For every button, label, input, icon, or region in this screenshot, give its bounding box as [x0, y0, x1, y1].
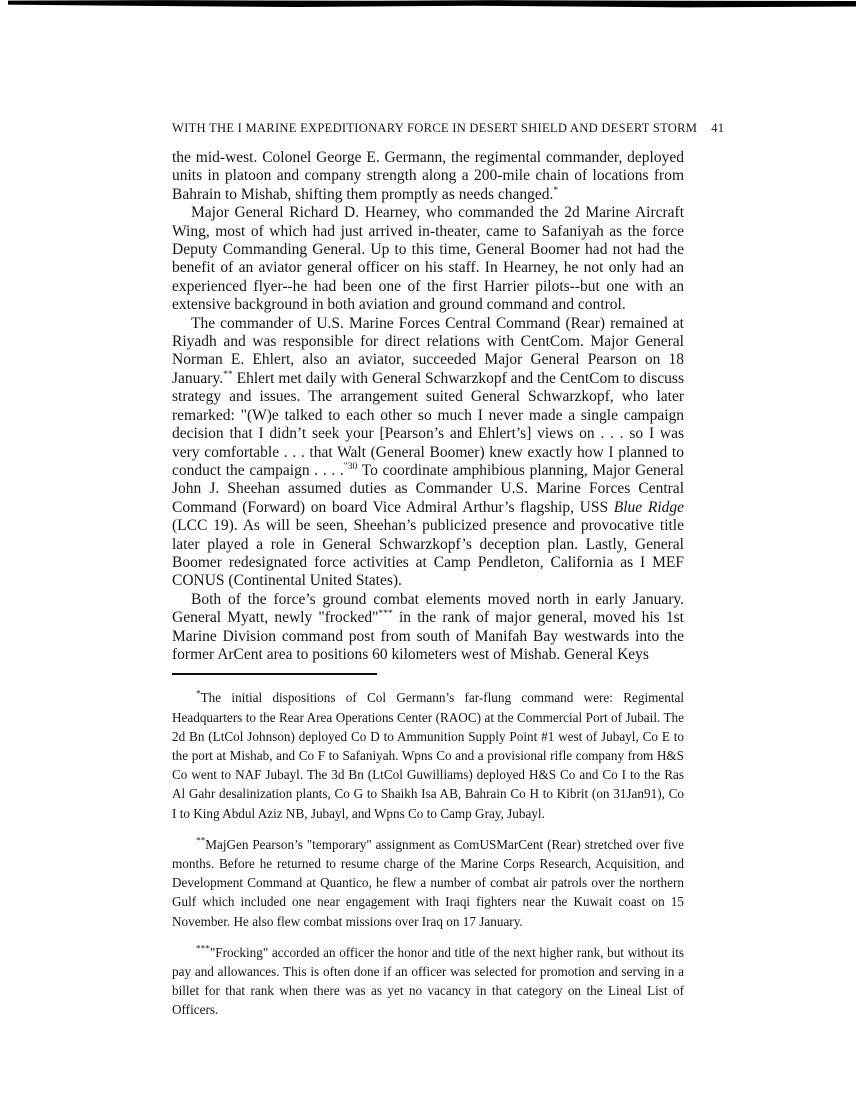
- running-header: [172, 121, 725, 136]
- paragraph-3: [172, 315, 684, 591]
- paragraph-3-text-a: The commander of U.S. Marine Forces Central Command (Rear) remained at Riyadh and was responsible for direct relations with CentCom. Major General Norman E. Ehlert, also an aviator, succeeded Major General Pearson on 18 January.: [172, 314, 684, 387]
- body-text: [172, 149, 684, 664]
- paragraph-1: [172, 149, 684, 204]
- footnotes-section: [172, 688, 684, 1019]
- paragraph-2-text: Major General Richard D. Hearney, who commanded the 2d Marine Aircraft Wing, most of which had just arrived in-theater, came to Safaniyah as the force Deputy Commanding General. Up to this time, General Boomer had not had the benefit of an aviator general officer on his staff. In Hearney, he not only had an experienced flyer--he had been one of the first Harrier pilots--but one with an extensive background in both aviation and ground command and control.: [172, 204, 684, 314]
- footnote-1-text: The initial dispositions of Col Germann’s far-flung command were: Regimental Headquarters to the Rear Area Operations Center (RAOC) at the Commercial Port of Jubail. The 2d Bn (LtCol Johnson) deployed Co D to Ammunition Supply Point #1 west of Jubayl, Co E to the port at Mishab, and Co F to Safaniyah. Wpns Co and a provisional rifle company from H&S Co went to NAF Jubayl. The 3d Bn (LtCol Guwilliams) deployed H&S Co and Co I to the Ras Al Gahr desalinization plants, Co G to Shaikh Isa AB, Bahrain Co H to Kibrit (on 31Jan91), Co I to King Abdul Aziz NB, Jubayl, and Wpns Co to Camp Gray, Jubayl.: [172, 690, 684, 821]
- scan-artifact-top-bar: [8, 0, 856, 8]
- footnote-2: [172, 835, 684, 931]
- footnote-reference-2: **: [223, 368, 233, 380]
- paragraph-1-text: the mid-west. Colonel George E. Germann, the regimental commander, deployed units in platoon and company strength along a 200-mile chain of locations from Bahrain to Mishab, shifting them promptly as needs changed.: [172, 149, 684, 203]
- footnote-2-marker: **: [196, 835, 206, 846]
- ship-name-blue-ridge: Blue Ridge: [613, 498, 684, 516]
- page-content: [172, 121, 725, 1032]
- footnote-3: [172, 943, 684, 1020]
- footnote-3-marker: ***: [196, 943, 210, 954]
- paragraph-3-text-d: (LCC 19). As will be seen, Sheehan’s publicized presence and provocative title later played a role in General Schwarzkopf’s deception plan. Lastly, General Boomer redesignated force activities at Camp Pendleton, California as I MEF CONUS (Continental United States).: [172, 517, 684, 590]
- footnote-3-text: "Frocking" accorded an officer the honor and title of the next higher rank, but without its pay and allowances. This is often done if an officer was selected for promotion and serving in a billet for that rank when there was as yet no vacancy in that category on the Lineal List of Officers.: [172, 944, 684, 1018]
- footnote-separator: [172, 673, 377, 675]
- paragraph-4: [172, 591, 684, 665]
- footnote-reference-1: *: [553, 184, 559, 196]
- footnote-2-text: MajGen Pearson’s "temporary" assignment as ComUSMarCent (Rear) stretched over five months. Before he returned to resume charge of the Marine Corps Research, Acquisition, and Development Command at Quantico, he flew a number of combat air patrols over the northern Gulf which included one near engagement with Iraqi fighters near the Kuwait coast on 15 November. He also flew combat missions over Iraq on 17 January.: [172, 836, 684, 929]
- page-number: 41: [711, 121, 725, 135]
- footnote-1-marker: *: [196, 688, 201, 699]
- endnote-reference-30: "30: [343, 460, 358, 472]
- paragraph-2: [172, 204, 684, 314]
- paragraph-3-text-b: Ehlert met daily with General Schwarzkopf and the CentCom to discuss strategy and issues. The arrangement suited General Schwarzkopf, who later remarked: "(W)e talked to each other so much I never made a single campaign decision that I didn’t seek your [Pearson’s and Ehlert’s] views on . . . so I was very comfortable . . . that Walt (General Boomer) knew exactly how I planned to conduct the campaign . . . .: [172, 369, 684, 479]
- paragraph-4-text-a: Both of the force’s ground combat elements moved north in early January. General Myatt, newly "frocked": [172, 590, 684, 627]
- footnote-reference-3: ***: [378, 608, 393, 619]
- paragraph-3-text-c: To coordinate amphibious planning, Major General John J. Sheehan assumed duties as Commander U.S. Marine Forces Central Command (Forward) on board Vice Admiral Arthur’s flagship, USS: [172, 461, 684, 516]
- running-header-title: WITH THE I MARINE EXPEDITIONARY FORCE IN DESERT SHIELD AND DESERT STORM: [172, 121, 698, 135]
- footnote-1: [172, 688, 684, 822]
- paragraph-4-text-b: in the rank of major general, moved his 1st Marine Division command post from south of Manifah Bay westwards into the former ArCent area to positions 60 kilometers west of Mishab. General Keys: [172, 609, 684, 663]
